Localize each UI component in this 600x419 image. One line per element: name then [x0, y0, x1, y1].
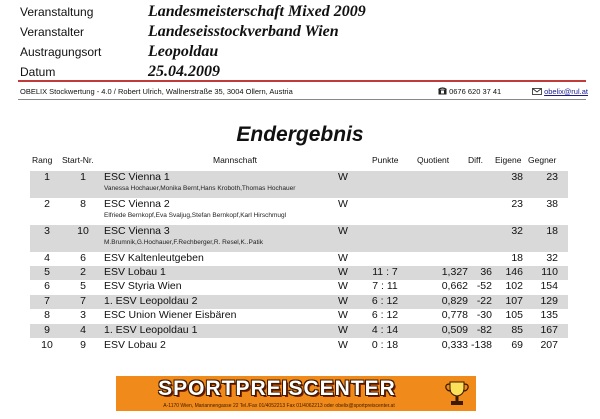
eigene-cell: 146 — [505, 266, 523, 278]
team-players: Vanessa Hochauer,Monika Bernt,Hans Kroboth,Thomas Hochauer — [104, 185, 296, 192]
team-name: ESC Vienna 2 — [104, 198, 170, 210]
category-cell: W — [338, 171, 348, 183]
punkte-cell: 6 : 12 — [371, 295, 399, 307]
gegner-cell: 18 — [546, 225, 558, 237]
gegner-cell: 38 — [546, 198, 558, 210]
eigene-cell: 23 — [511, 198, 523, 210]
category-cell: W — [338, 280, 348, 292]
startnr-cell: 1 — [80, 171, 86, 183]
startnr-cell: 10 — [77, 225, 89, 237]
rang-cell: 7 — [44, 295, 50, 307]
header-label: Datum — [20, 65, 56, 79]
diff-cell: -22 — [476, 295, 492, 307]
gegner-cell: 110 — [541, 266, 558, 278]
gegner-cell: 32 — [546, 252, 558, 264]
team-name: ESV Lobau 2 — [104, 339, 166, 351]
gegner-cell: 135 — [540, 309, 558, 321]
punkte-cell: 7 : 11 — [372, 280, 398, 292]
rang-cell: 9 — [44, 324, 50, 336]
quotient-cell: 0,829 — [441, 295, 468, 307]
rang-cell: 1 — [44, 171, 50, 183]
team-players: M.Brumnik,G.Hochauer,F.Rechberger,R. Resel,K..Patik — [104, 239, 263, 246]
col-diff: Diff. — [468, 155, 483, 165]
startnr-cell: 5 — [80, 280, 86, 292]
rang-cell: 3 — [44, 225, 50, 237]
col-startnr: Start-Nr. — [62, 155, 94, 165]
punkte-cell: 6 : 12 — [371, 309, 399, 321]
startnr-cell: 6 — [80, 252, 86, 264]
punkte-cell: 4 : 14 — [371, 324, 399, 336]
quotient-cell: 0,509 — [441, 324, 468, 336]
team-name: 1. ESV Leopoldau 1 — [104, 324, 198, 336]
diff-cell: -82 — [476, 324, 492, 336]
header-label: Veranstalter — [20, 25, 85, 39]
header-value: Landeseisstockverband Wien — [148, 23, 339, 40]
category-cell: W — [338, 295, 348, 307]
rang-cell: 6 — [44, 280, 50, 292]
quotient-cell: 0,778 — [441, 309, 468, 321]
startnr-cell: 9 — [80, 339, 86, 351]
trophy-icon — [442, 378, 472, 408]
header-value: Leopoldau — [148, 43, 219, 60]
phone-number: 0676 620 37 41 — [449, 87, 502, 96]
gegner-cell: 154 — [540, 280, 558, 292]
col-punkte: Punkte — [372, 155, 399, 165]
banner-address: A-1170 Wien, Mariannengasse 22 Tel./Fax 01/4052213 Fax 01/4062213 oder obelix@sportpreiscenter.at — [163, 403, 395, 409]
header-value: Landesmeisterschaft Mixed 2009 — [148, 3, 366, 20]
gegner-cell: 23 — [546, 171, 558, 183]
team-name: ESC Vienna 1 — [104, 171, 170, 183]
rang-cell: 2 — [44, 198, 50, 210]
team-name: ESC Vienna 3 — [104, 225, 170, 237]
eigene-cell: 38 — [511, 171, 523, 183]
eigene-cell: 85 — [511, 324, 523, 336]
col-quotient: Quotient — [417, 155, 450, 165]
team-name: ESV Kaltenleutgeben — [104, 252, 204, 264]
header-label: Veranstaltung — [20, 5, 94, 19]
rang-cell: 5 — [44, 266, 50, 278]
eigene-cell: 107 — [505, 295, 523, 307]
startnr-cell: 7 — [80, 295, 86, 307]
eigene-cell: 105 — [505, 309, 523, 321]
page-title: Endergebnis — [236, 123, 364, 146]
team-name: 1. ESV Leopoldau 2 — [104, 295, 198, 307]
phone-contact — [438, 87, 501, 96]
col-gegner: Gegner — [528, 155, 557, 165]
category-cell: W — [338, 225, 348, 237]
quotient-cell: 0,662 — [441, 280, 468, 292]
quotient-cell: 1,327 — [441, 266, 468, 278]
team-players: Elfriede Bernkopf,Eva Svaljug,Stefan Bernkopf,Karl Hirschmugl — [104, 212, 287, 219]
software-author: OBELIX Stockwertung - 4.0 / Robert Ulrich, Wallnerstraße 35, 3004 Ollern, Austria — [20, 87, 293, 96]
rang-cell: 8 — [44, 309, 50, 321]
diff-cell: 36 — [480, 266, 492, 278]
category-cell: W — [338, 266, 348, 278]
header-divider — [18, 80, 586, 82]
startnr-cell: 3 — [80, 309, 86, 321]
gegner-cell: 167 — [540, 324, 558, 336]
header-label: Austragungsort — [20, 45, 102, 59]
eigene-cell: 102 — [505, 280, 523, 292]
eigene-cell: 69 — [511, 339, 523, 351]
diff-cell: -138 — [470, 339, 492, 351]
gegner-cell: 129 — [540, 295, 558, 307]
punkte-cell: 11 : 7 — [372, 266, 398, 278]
quotient-cell: 0,333 — [441, 339, 468, 351]
col-eigene: Eigene — [495, 155, 522, 165]
eigene-cell: 18 — [511, 252, 523, 264]
team-name: ESC Union Wiener Eisbären — [104, 309, 237, 321]
diff-cell: -30 — [476, 309, 492, 321]
software-info-line — [20, 87, 586, 99]
mail-icon — [532, 88, 542, 95]
category-cell: W — [338, 339, 348, 351]
category-cell: W — [338, 309, 348, 321]
header-value: 25.04.2009 — [148, 63, 220, 80]
eigene-cell: 32 — [511, 225, 523, 237]
col-rang: Rang — [32, 155, 53, 165]
team-name: ESV Lobau 1 — [104, 266, 166, 278]
gegner-cell: 207 — [540, 339, 558, 351]
startnr-cell: 8 — [80, 198, 86, 210]
col-mannschaft: Mannschaft — [213, 155, 257, 165]
category-cell: W — [338, 198, 348, 210]
startnr-cell: 4 — [80, 324, 86, 336]
banner-title: SPORTPREISCENTER — [158, 377, 396, 400]
rang-cell: 4 — [44, 252, 50, 264]
phone-icon — [438, 87, 447, 95]
email-link[interactable]: obelix@rul.at — [544, 87, 588, 96]
category-cell: W — [338, 324, 348, 336]
team-name: ESV Styria Wien — [104, 280, 182, 292]
info-divider — [18, 99, 586, 100]
sponsor-banner — [116, 376, 476, 411]
rang-cell: 10 — [41, 339, 53, 351]
diff-cell: -52 — [476, 280, 492, 292]
email-contact[interactable] — [532, 87, 588, 96]
punkte-cell: 0 : 18 — [371, 339, 399, 351]
startnr-cell: 2 — [80, 266, 86, 278]
category-cell: W — [338, 252, 348, 264]
